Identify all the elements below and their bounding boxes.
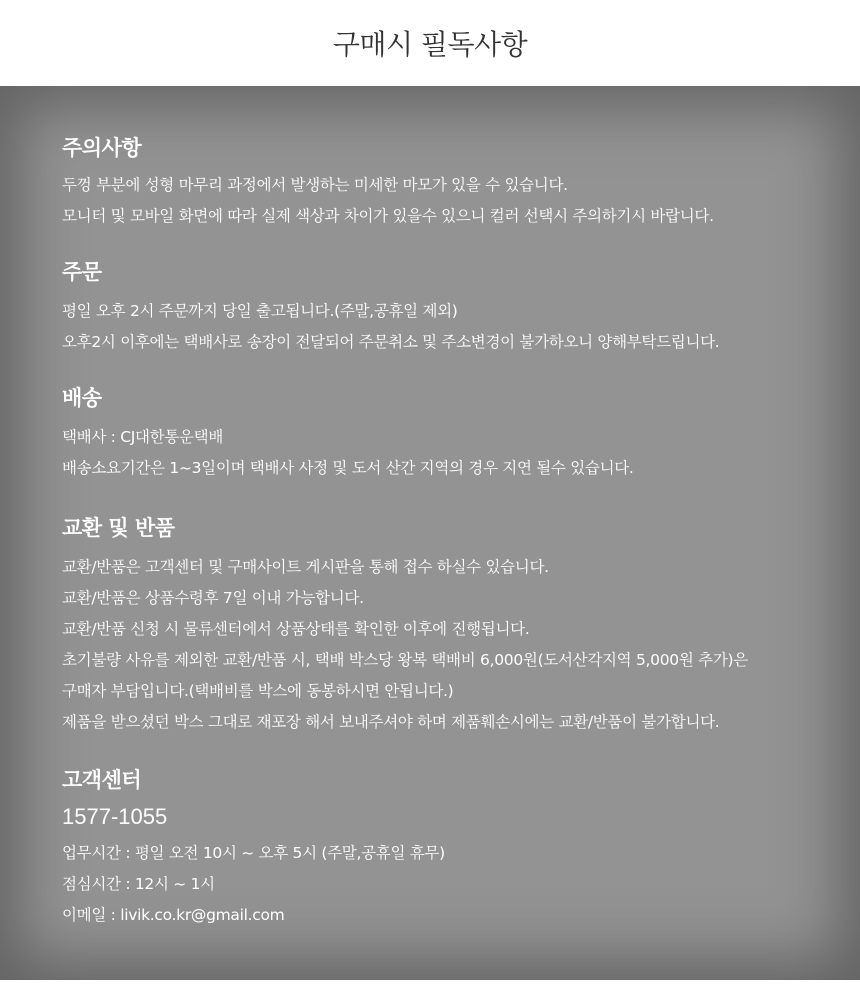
support-phone-number: 1577-1055	[62, 804, 168, 829]
shipping-section	[62, 358, 820, 484]
support-section	[62, 738, 820, 931]
page-title: 구매시 필독사항	[332, 28, 528, 61]
exchange-line: 교환/반품은 상품수령후 7일 이내 가능합니다.	[62, 589, 364, 607]
shipping-line: 택배사 : CJ대한통운택배	[62, 428, 224, 446]
exchange-line: 제품을 받으셨던 박스 그대로 재포장 해서 보내주셔야 하며 제품훼손시에는 교환/반품이 불가합니다.	[62, 713, 720, 731]
support-title: 고객센터	[62, 768, 142, 792]
notice-panel	[0, 86, 860, 980]
support-hours: 업무시간 : 평일 오전 10시 ~ 오후 5시 (주말,공휴일 휴무)	[62, 844, 445, 862]
caution-line: 두껑 부분에 성형 마무리 과정에서 발생하는 미세한 마모가 있을 수 있습니다.	[62, 176, 568, 194]
exchange-line: 교환/반품은 고객센터 및 구매사이트 게시판을 통해 접수 하실수 있습니다.	[62, 558, 549, 576]
exchange-title: 교환 및 반품	[62, 516, 175, 540]
order-section	[62, 232, 820, 358]
caution-section	[62, 86, 820, 232]
page-header	[0, 0, 860, 86]
support-email: 이메일 : livik.co.kr@gmail.com	[62, 906, 285, 924]
support-lunch: 점심시간 : 12시 ~ 1시	[62, 875, 215, 893]
caution-line: 모니터 및 모바일 화면에 따라 실제 색상과 차이가 있을수 있으니 컬러 선택시 주의하기시 바랍니다.	[62, 207, 714, 225]
order-line: 오후2시 이후에는 택배사로 송장이 전달되어 주문취소 및 주소변경이 불가하오니 양해부탁드립니다.	[62, 333, 720, 351]
shipping-line: 배송소요기간은 1~3일이며 택배사 사정 및 도서 산간 지역의 경우 지연 될수 있습니다.	[62, 459, 634, 477]
order-title: 주문	[62, 260, 102, 284]
order-line: 평일 오후 2시 주문까지 당일 출고됩니다.(주말,공휴일 제외)	[62, 302, 458, 320]
exchange-line: 구매자 부담입니다.(택배비를 박스에 동봉하시면 안됩니다.)	[62, 682, 454, 700]
exchange-section	[62, 484, 820, 738]
shipping-title: 배송	[62, 386, 102, 410]
exchange-line: 교환/반품 신청 시 물류센터에서 상품상태를 확인한 이후에 진행됩니다.	[62, 620, 530, 638]
exchange-line: 초기불량 사유를 제외한 교환/반품 시, 택배 박스당 왕복 택배비 6,000원(도서산각지역 5,000원 추가)은	[62, 651, 748, 669]
caution-title: 주의사항	[62, 136, 142, 160]
